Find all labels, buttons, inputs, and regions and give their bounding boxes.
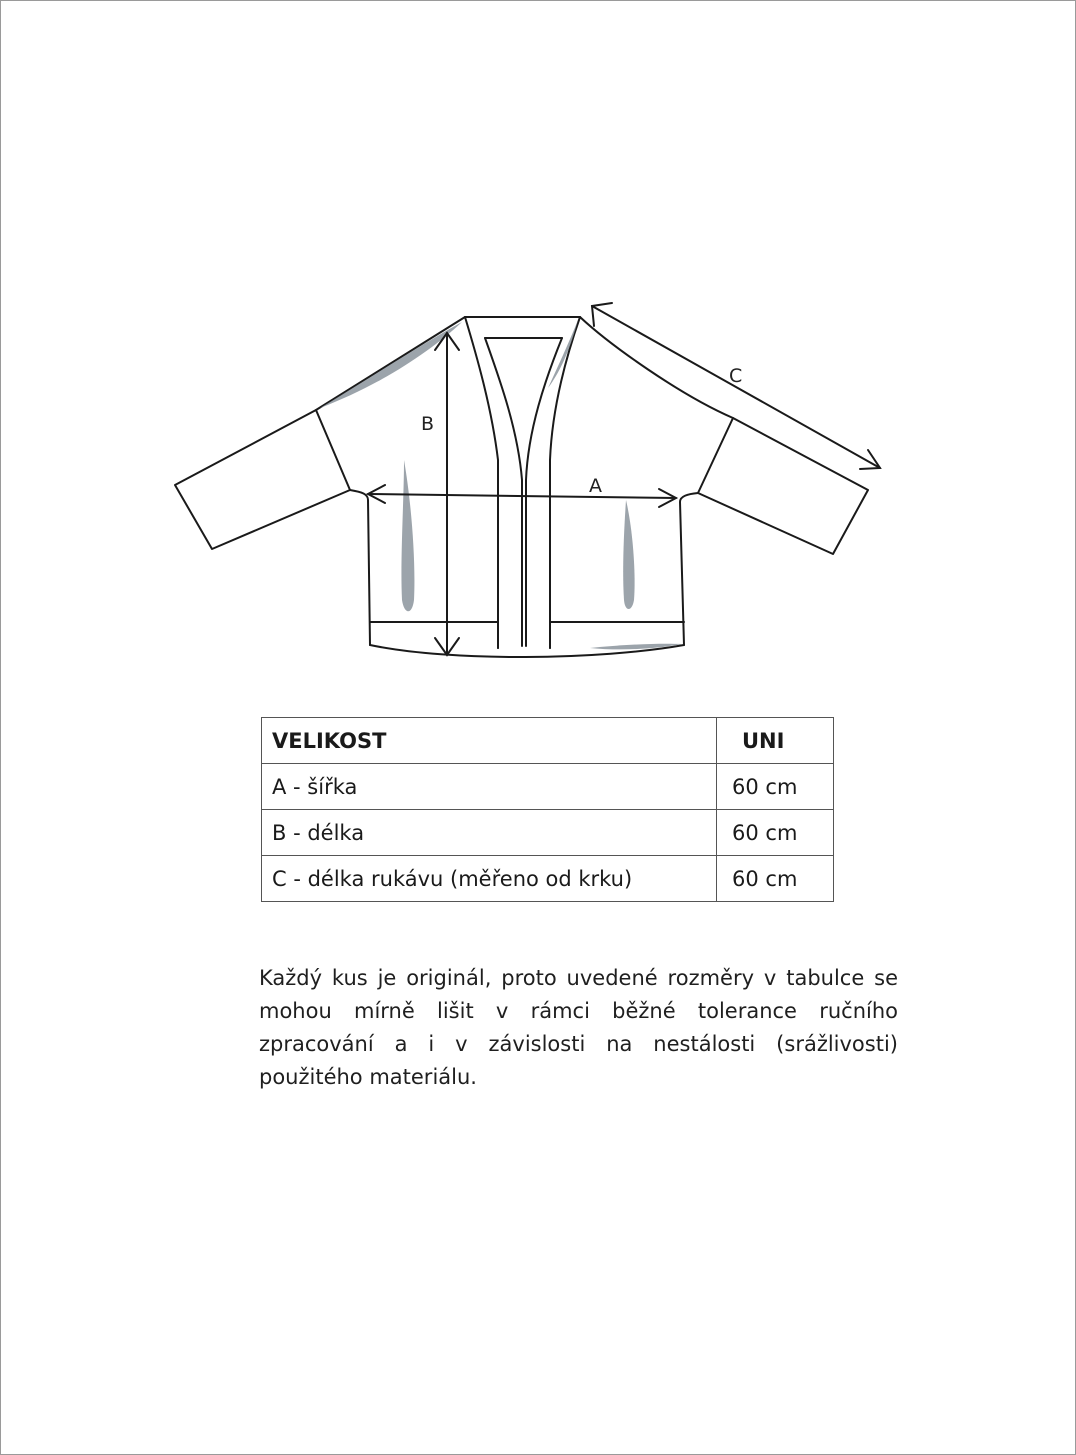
- label-c: C: [729, 365, 743, 387]
- row-value: 60 cm: [717, 856, 834, 902]
- table-row: [262, 856, 834, 902]
- row-label: A - šířka: [262, 764, 717, 810]
- right-shoulder-line: [580, 317, 733, 418]
- table-row: [262, 764, 834, 810]
- row-value: 60 cm: [717, 810, 834, 856]
- arrow-c-line: [592, 306, 880, 468]
- right-placket-outer: [550, 317, 580, 648]
- label-a: A: [589, 475, 602, 497]
- left-sleeve: [175, 410, 350, 549]
- cardigan-drawing: [160, 290, 900, 680]
- right-sleeve: [698, 418, 868, 554]
- row-label: C - délka rukávu (měřeno od krku): [262, 856, 717, 902]
- header-value: UNI: [717, 718, 834, 764]
- tolerance-note: Každý kus je originál, proto uvedené rozměry v tabulce se mohou mírně lišit v rámci běžné tolerance ručního zpracování a i v závislosti na nestálosti (srážlivosti) použitého materiálu.: [259, 966, 898, 1089]
- table-header-row: [262, 718, 834, 764]
- left-shade: [401, 460, 414, 611]
- left-placket-inner: [485, 338, 522, 646]
- left-placket-outer: [465, 317, 498, 648]
- size-table: [261, 717, 834, 902]
- left-body: [350, 490, 370, 645]
- right-body: [680, 493, 698, 645]
- header-label: VELIKOST: [262, 718, 717, 764]
- row-label: B - délka: [262, 810, 717, 856]
- garment-diagram: [160, 290, 900, 680]
- left-hem-band: [370, 622, 498, 648]
- shoulder-shade: [320, 322, 462, 408]
- left-shoulder-line: [316, 317, 465, 410]
- right-shade: [623, 500, 634, 609]
- table-row: [262, 810, 834, 856]
- row-value: 60 cm: [717, 764, 834, 810]
- label-b: B: [421, 413, 435, 435]
- right-placket-inner: [526, 338, 562, 646]
